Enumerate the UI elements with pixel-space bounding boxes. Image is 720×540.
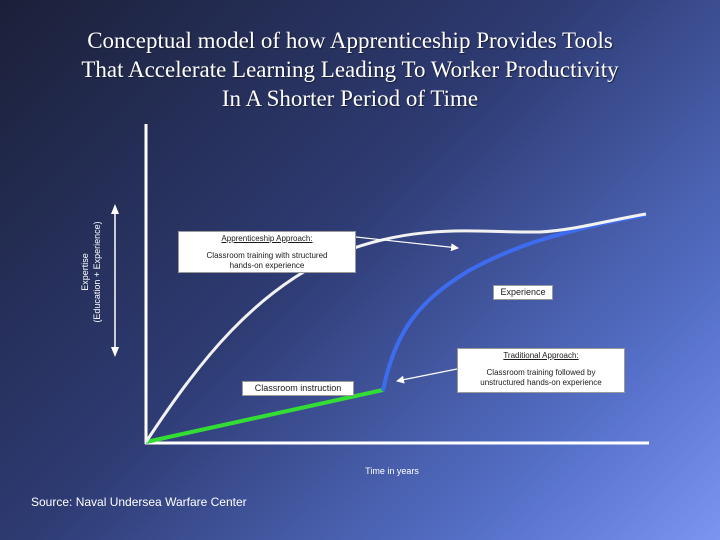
source-note: Source: Naval Undersea Warfare Center [31,495,247,509]
y-axis-label [79,192,109,352]
apprenticeship-approach-box [178,231,356,273]
expertise-arrow-top-head [111,204,119,214]
y-axis-label-line-1: Expertise [80,253,90,291]
title-line-3: In A Shorter Period of Time [221,86,479,111]
expertise-arrow-bottom-head [111,347,119,357]
classroom-instruction-line [146,390,383,442]
apprenticeship-approach-line-1: Classroom training with structured [206,251,328,260]
classroom-instruction-label: Classroom instruction [242,381,354,396]
title-line-2: That Accelerate Learning Leading To Worker Productivity [81,57,619,82]
apprenticeship-approach-heading: Apprenticeship Approach: [221,234,313,243]
traditional-approach-line-1: Classroom training followed by [486,368,596,377]
title-line-1: Conceptual model of how Apprenticeship Provides Tools [87,28,613,53]
apprenticeship-approach-line-2: hands-on experience [229,261,305,270]
experience-label: Experience [493,285,553,300]
x-axis-label: Time in years [365,466,419,476]
traditional-approach-box [457,348,625,393]
traditional-approach-line-2: unstructured hands-on experience [480,378,602,387]
y-axis-label-line-2: (Education + Experience) [92,221,102,323]
traditional-callout-arrow [397,369,457,381]
traditional-approach-heading: Traditional Approach: [503,351,579,360]
